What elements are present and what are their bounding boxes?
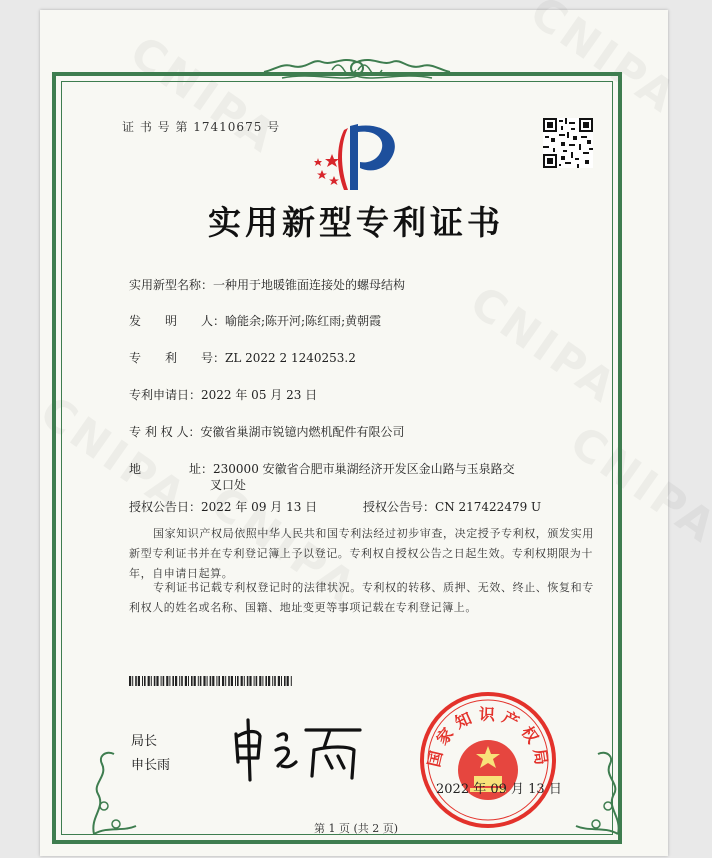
patent-number-label: 专 利 号： <box>129 351 226 365</box>
grant-number-value: CN 217422479 U <box>435 500 542 514</box>
certificate-number: 证 书 号 第 17410675 号 <box>122 120 281 134</box>
address-value-line1: 230000 安徽省合肥市巢湖经济开发区金山路与玉泉路交 <box>213 462 515 476</box>
patent-number-row <box>129 349 356 366</box>
patentee-row <box>129 423 404 440</box>
address-label: 地 址： <box>129 462 214 476</box>
top-ornament <box>262 56 452 86</box>
page-footer: 第 1 页 (共 2 页) <box>313 822 399 835</box>
director-title: 局长 <box>131 734 158 749</box>
inventor-row <box>129 312 381 329</box>
qr-code <box>543 118 593 168</box>
utility-model-name-value: 一种用于地暖锥面连接处的螺母结构 <box>213 278 406 292</box>
director-name: 申长雨 <box>131 758 171 773</box>
grant-number-label: 授权公告号： <box>363 500 436 514</box>
utility-model-name-row <box>129 276 405 293</box>
utility-model-name-label: 实用新型名称： <box>129 278 214 292</box>
official-seal <box>418 690 558 830</box>
patentee-value: 安徽省巢湖市锐镱内燃机配件有限公司 <box>200 425 405 439</box>
grant-date-label: 授权公告日： <box>129 500 202 514</box>
filing-date-row <box>129 386 317 403</box>
legal-status-paragraph: 专利证书记载专利权登记时的法律状况。专利权的转移、质押、无效、终止、恢复和专利权人的姓名或名称、国籍、地址变更等事项记载在专利登记簿上。 <box>129 581 594 614</box>
barcode <box>129 676 294 686</box>
director-signature <box>230 716 370 786</box>
address-value-line2: 叉口处 <box>210 478 247 492</box>
cnipa-logo <box>310 118 404 194</box>
patent-number-value: ZL 2022 2 1240253.2 <box>225 351 356 365</box>
filing-date-value: 2022 年 05 月 23 日 <box>201 388 318 402</box>
patentee-label: 专 利 权 人： <box>129 425 201 439</box>
filing-date-label: 专利申请日： <box>129 388 202 402</box>
inventor-label: 发 明 人： <box>129 314 226 328</box>
grant-statement-paragraph: 国家知识产权局依照中华人民共和国专利法经过初步审查，决定授予专利权，颁发实用新型专利证书并在专利登记簿上予以登记。专利权自授权公告之日起生效。专利权期限为十年，自申请日起算。 <box>129 527 594 580</box>
inventor-value: 喻能余;陈开河;陈红雨;黄朝霞 <box>225 314 382 328</box>
grant-date-row <box>129 498 317 515</box>
address-row <box>129 460 515 477</box>
grant-date-value: 2022 年 09 月 13 日 <box>201 500 318 514</box>
seal-text: 国家知识产权局 <box>424 704 552 773</box>
certificate-title: 实用新型专利证书 <box>208 203 504 242</box>
seal-date: 2022 年 09 月 13 日 <box>436 782 562 797</box>
grant-number-row <box>363 498 541 515</box>
